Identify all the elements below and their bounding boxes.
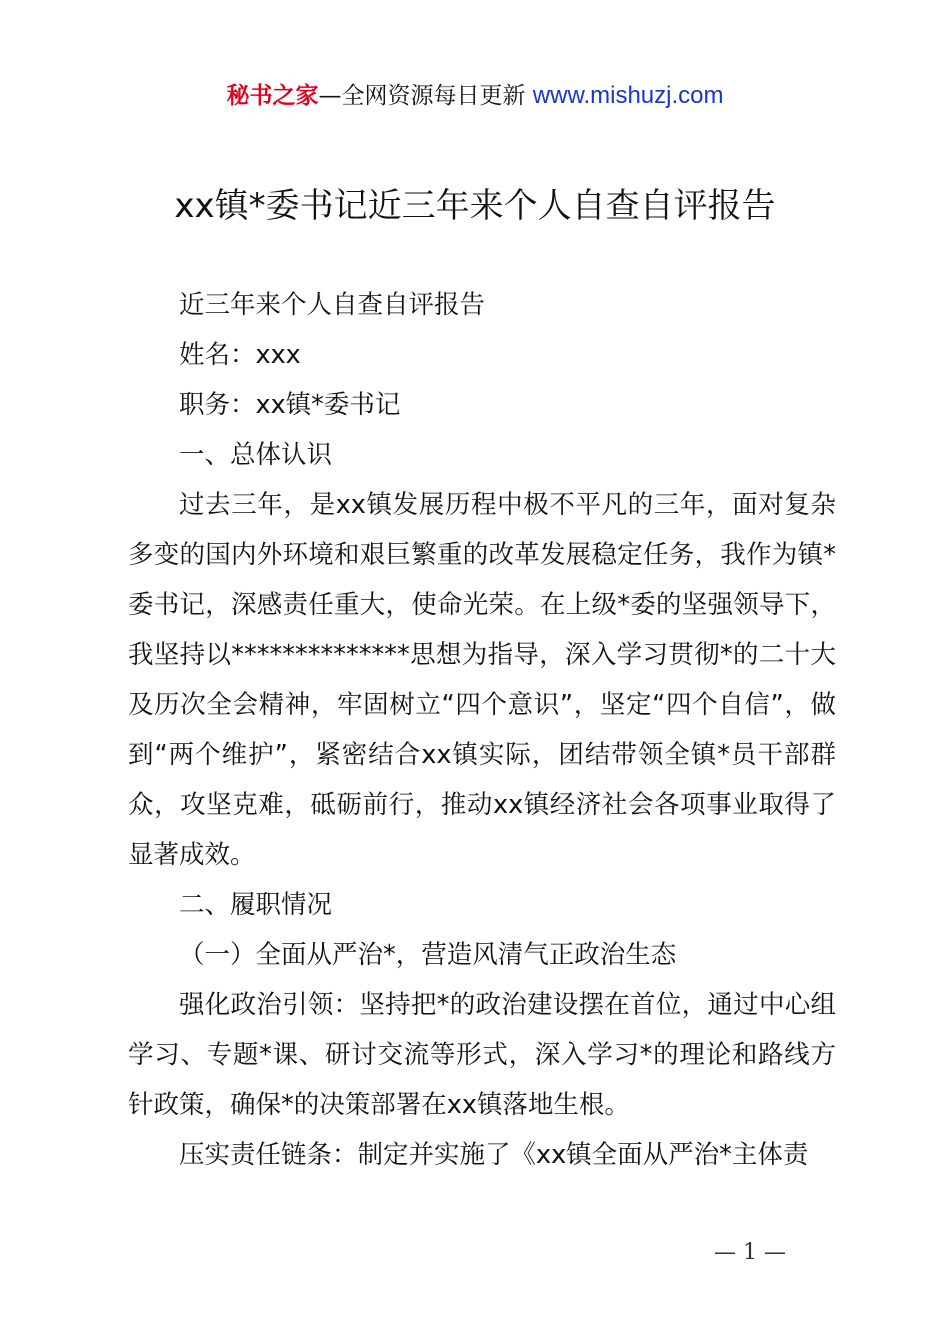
site-header	[0, 80, 950, 112]
document-title: xx镇*委书记近三年来个人自查自评报告	[174, 186, 776, 226]
section-heading-1: 一、总体认识	[179, 440, 333, 470]
site-url-link[interactable]: www.mishuzj.com	[532, 82, 724, 109]
position-line: 职务：xx镇*委书记	[179, 390, 401, 420]
site-brand: 秘书之家	[226, 83, 319, 109]
body-paragraph: 强化政治引领：坚持把*的政治建设摆在首位，通过中心组学习、专题*课、研讨交流等形式，深入学习*的理论和路线方针政策，确保*的决策部署在xx镇落地生根。	[128, 990, 836, 1120]
subsection-heading-1: （一）全面从严治*，营造风清气正政治生态	[179, 940, 677, 970]
report-subtitle: 近三年来个人自查自评报告	[179, 290, 486, 320]
body-paragraph: 压实责任链条：制定并实施了《xx镇全面从严治*主体责	[179, 1140, 809, 1170]
document-body	[128, 280, 836, 1180]
site-tagline: —全网资源每日更新	[318, 83, 533, 109]
section-heading-2: 二、履职情况	[179, 890, 333, 920]
page-number: — 1 —	[714, 1240, 786, 1265]
overview-paragraph: 过去三年，是xx镇发展历程中极不平凡的三年，面对复杂多变的国内外环境和艰巨繁重的改革发展稳定任务，我作为镇*委书记，深感责任重大，使命光荣。在上级*委的坚强领导下，我坚持以**************思想为指导，深入学习贯彻*的二十大及历次全会精神，牢固树立“四个意识”，坚定“四个自信”，做到“两个维护”，紧密结合xx镇实际，团结带领全镇*员干部群众，攻坚克难，砥砺前行，推动xx镇经济社会各项事业取得了显著成效。	[128, 490, 836, 870]
name-line: 姓名：xxx	[179, 340, 301, 370]
